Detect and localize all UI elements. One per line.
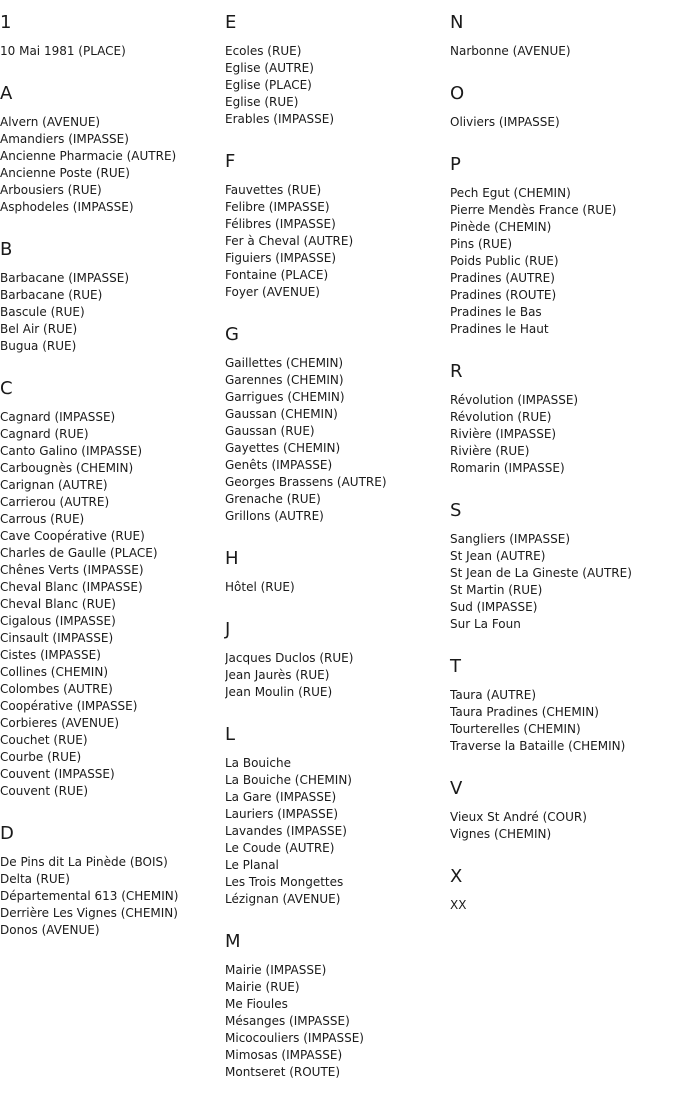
street-entry: Gaussan (RUE) xyxy=(225,424,315,438)
street-entry: Ancienne Poste (RUE) xyxy=(0,166,130,180)
street-entry: Poids Public (RUE) xyxy=(450,254,559,268)
street-entry: Asphodeles (IMPASSE) xyxy=(0,200,134,214)
street-entry: Garrigues (CHEMIN) xyxy=(225,390,345,404)
street-entry: Hôtel (RUE) xyxy=(225,580,295,594)
street-entry: Fauvettes (RUE) xyxy=(225,183,322,197)
street-entry: Genêts (IMPASSE) xyxy=(225,458,333,472)
street-entry: Les Trois Mongettes xyxy=(225,875,344,889)
index-column-1 xyxy=(0,12,224,939)
street-entry: Révolution (RUE) xyxy=(450,410,552,424)
street-entry: Gaillettes (CHEMIN) xyxy=(225,356,344,370)
street-entry: Cigalous (IMPASSE) xyxy=(0,614,116,628)
street-entry: Sur La Foun xyxy=(450,617,521,631)
street-entry: Gaussan (CHEMIN) xyxy=(225,407,338,421)
street-entry: Cheval Blanc (RUE) xyxy=(0,597,116,611)
street-entry: Barbacane (RUE) xyxy=(0,288,103,302)
street-entry: Pradines (ROUTE) xyxy=(450,288,557,302)
street-entry: Pinède (CHEMIN) xyxy=(450,220,552,234)
street-entry: Couvent (IMPASSE) xyxy=(0,767,115,781)
street-list xyxy=(450,114,675,131)
street-entry: Georges Brassens (AUTRE) xyxy=(225,475,387,489)
street-entry: Bugua (RUE) xyxy=(0,339,77,353)
street-entry: Mésanges (IMPASSE) xyxy=(225,1014,350,1028)
street-entry: Foyer (AVENUE) xyxy=(225,285,320,299)
street-entry: Le Planal xyxy=(225,858,279,872)
letter-section xyxy=(0,83,224,216)
section-letter-heading: B xyxy=(0,239,13,260)
letter-section xyxy=(450,361,675,477)
street-entry: Amandiers (IMPASSE) xyxy=(0,132,129,146)
street-entry: Tourterelles (CHEMIN) xyxy=(450,722,581,736)
street-entry: Romarin (IMPASSE) xyxy=(450,461,565,475)
section-letter-heading: L xyxy=(225,724,236,745)
index-column-3 xyxy=(450,12,675,914)
street-list xyxy=(450,392,675,477)
street-list xyxy=(225,43,449,128)
street-entry: Bel Air (RUE) xyxy=(0,322,78,336)
street-entry: Colombes (AUTRE) xyxy=(0,682,113,696)
street-list xyxy=(225,579,449,596)
street-entry: Felibre (IMPASSE) xyxy=(225,200,330,214)
street-entry: Carrierou (AUTRE) xyxy=(0,495,110,509)
index-column-2 xyxy=(225,12,449,1081)
street-entry: Figuiers (IMPASSE) xyxy=(225,251,337,265)
street-entry: Sud (IMPASSE) xyxy=(450,600,538,614)
street-entry: Fontaine (PLACE) xyxy=(225,268,329,282)
section-letter-heading: C xyxy=(0,378,13,399)
street-entry: Carrous (RUE) xyxy=(0,512,85,526)
street-entry: 10 Mai 1981 (PLACE) xyxy=(0,44,126,58)
street-entry: Collines (CHEMIN) xyxy=(0,665,108,679)
street-entry: Pradines le Haut xyxy=(450,322,549,336)
street-entry: Cagnard (IMPASSE) xyxy=(0,410,116,424)
street-list xyxy=(225,755,449,908)
street-entry: De Pins dit La Pinède (BOIS) xyxy=(0,855,168,869)
street-entry: Carbougnès (CHEMIN) xyxy=(0,461,134,475)
street-entry: Mairie (IMPASSE) xyxy=(225,963,327,977)
letter-section xyxy=(450,866,675,914)
street-entry: Pradines (AUTRE) xyxy=(450,271,555,285)
street-entry: XX xyxy=(450,898,467,912)
street-entry: Couchet (RUE) xyxy=(0,733,88,747)
letter-section xyxy=(450,83,675,131)
section-letter-heading: J xyxy=(225,619,231,640)
section-letter-heading: X xyxy=(450,866,463,887)
street-entry: Corbieres (AVENUE) xyxy=(0,716,120,730)
street-entry: Mimosas (IMPASSE) xyxy=(225,1048,343,1062)
street-entry: Pins (RUE) xyxy=(450,237,513,251)
street-entry: La Bouiche xyxy=(225,756,291,770)
letter-section xyxy=(225,324,449,525)
street-entry: Eglise (PLACE) xyxy=(225,78,312,92)
street-entry: Rivière (IMPASSE) xyxy=(450,427,557,441)
street-entry: Donos (AVENUE) xyxy=(0,923,100,937)
section-letter-heading: P xyxy=(450,154,461,175)
street-entry: Chênes Verts (IMPASSE) xyxy=(0,563,144,577)
street-entry: Départemental 613 (CHEMIN) xyxy=(0,889,179,903)
street-entry: Garennes (CHEMIN) xyxy=(225,373,344,387)
street-entry: Micocouliers (IMPASSE) xyxy=(225,1031,364,1045)
letter-section xyxy=(450,154,675,338)
street-entry: Eglise (RUE) xyxy=(225,95,299,109)
section-letter-heading: N xyxy=(450,12,464,33)
street-entry: Eglise (AUTRE) xyxy=(225,61,314,75)
street-entry: Arbousiers (RUE) xyxy=(0,183,102,197)
street-entry: Mairie (RUE) xyxy=(225,980,300,994)
street-entry: Barbacane (IMPASSE) xyxy=(0,271,129,285)
street-entry: Grenache (RUE) xyxy=(225,492,321,506)
street-list xyxy=(0,43,224,60)
street-entry: Derrière Les Vignes (CHEMIN) xyxy=(0,906,178,920)
letter-section xyxy=(450,778,675,843)
street-entry: Canto Galino (IMPASSE) xyxy=(0,444,143,458)
street-entry: Vignes (CHEMIN) xyxy=(450,827,552,841)
street-entry: Pierre Mendès France (RUE) xyxy=(450,203,617,217)
letter-section xyxy=(0,239,224,355)
letter-section xyxy=(450,500,675,633)
street-entry: Lavandes (IMPASSE) xyxy=(225,824,347,838)
letter-section xyxy=(225,931,449,1081)
street-entry: Traverse la Bataille (CHEMIN) xyxy=(450,739,626,753)
letter-section xyxy=(225,619,449,701)
section-letter-heading: T xyxy=(450,656,461,677)
street-entry: Taura (AUTRE) xyxy=(450,688,537,702)
letter-section xyxy=(225,548,449,596)
street-entry: Rivière (RUE) xyxy=(450,444,530,458)
section-letter-heading: A xyxy=(0,83,13,104)
street-entry: Me Fioules xyxy=(225,997,288,1011)
section-letter-heading: D xyxy=(0,823,14,844)
street-entry: Bascule (RUE) xyxy=(0,305,85,319)
letter-section xyxy=(225,724,449,908)
street-entry: St Jean (AUTRE) xyxy=(450,549,546,563)
street-entry: Couvent (RUE) xyxy=(0,784,89,798)
section-letter-heading: G xyxy=(225,324,239,345)
section-letter-heading: O xyxy=(450,83,465,104)
letter-section xyxy=(450,12,675,60)
street-entry: Jean Jaurès (RUE) xyxy=(225,668,330,682)
street-list xyxy=(450,531,675,633)
street-entry: Révolution (IMPASSE) xyxy=(450,393,579,407)
street-entry: Erables (IMPASSE) xyxy=(225,112,335,126)
street-entry: Gayettes (CHEMIN) xyxy=(225,441,341,455)
street-entry: Delta (RUE) xyxy=(0,872,70,886)
street-list xyxy=(0,114,224,216)
street-list xyxy=(450,897,675,914)
street-list xyxy=(450,687,675,755)
street-list xyxy=(450,809,675,843)
section-letter-heading: F xyxy=(225,151,236,172)
street-list xyxy=(225,355,449,525)
street-entry: Coopérative (IMPASSE) xyxy=(0,699,138,713)
section-letter-heading: E xyxy=(225,12,237,33)
street-entry: Vieux St André (COUR) xyxy=(450,810,587,824)
section-letter-heading: V xyxy=(450,778,463,799)
street-entry: Ancienne Pharmacie (AUTRE) xyxy=(0,149,177,163)
street-entry: Grillons (AUTRE) xyxy=(225,509,324,523)
street-list xyxy=(225,962,449,1081)
street-entry: Cinsault (IMPASSE) xyxy=(0,631,114,645)
street-list xyxy=(0,270,224,355)
street-entry: Fer à Cheval (AUTRE) xyxy=(225,234,354,248)
street-list xyxy=(0,854,224,939)
section-letter-heading: S xyxy=(450,500,462,521)
street-entry: Félibres (IMPASSE) xyxy=(225,217,336,231)
street-entry: St Martin (RUE) xyxy=(450,583,543,597)
letter-section xyxy=(0,12,224,60)
street-list xyxy=(225,182,449,301)
street-entry: Lézignan (AVENUE) xyxy=(225,892,341,906)
street-entry: Oliviers (IMPASSE) xyxy=(450,115,560,129)
street-list xyxy=(450,185,675,338)
letter-section xyxy=(0,823,224,939)
street-entry: La Gare (IMPASSE) xyxy=(225,790,337,804)
section-letter-heading: R xyxy=(450,361,463,382)
letter-section xyxy=(450,656,675,755)
street-entry: Carignan (AUTRE) xyxy=(0,478,108,492)
section-letter-heading: H xyxy=(225,548,239,569)
letter-section xyxy=(225,151,449,301)
street-list xyxy=(0,409,224,800)
street-entry: Jacques Duclos (RUE) xyxy=(225,651,354,665)
street-entry: Pech Egut (CHEMIN) xyxy=(450,186,571,200)
street-entry: Le Coude (AUTRE) xyxy=(225,841,335,855)
street-entry: Lauriers (IMPASSE) xyxy=(225,807,339,821)
street-entry: Cagnard (RUE) xyxy=(0,427,89,441)
section-letter-heading: 1 xyxy=(0,12,12,33)
street-entry: St Jean de La Gineste (AUTRE) xyxy=(450,566,632,580)
street-entry: Narbonne (AVENUE) xyxy=(450,44,571,58)
street-entry: Courbe (RUE) xyxy=(0,750,82,764)
street-entry: Cheval Blanc (IMPASSE) xyxy=(0,580,143,594)
letter-section xyxy=(225,12,449,128)
street-entry: Sangliers (IMPASSE) xyxy=(450,532,570,546)
street-list xyxy=(225,650,449,701)
street-entry: Jean Moulin (RUE) xyxy=(225,685,333,699)
street-entry: Taura Pradines (CHEMIN) xyxy=(450,705,599,719)
street-list xyxy=(450,43,675,60)
street-entry: La Bouiche (CHEMIN) xyxy=(225,773,352,787)
street-entry: Ecoles (RUE) xyxy=(225,44,302,58)
street-entry: Cave Coopérative (RUE) xyxy=(0,529,145,543)
street-entry: Pradines le Bas xyxy=(450,305,542,319)
letter-section xyxy=(0,378,224,800)
street-entry: Cistes (IMPASSE) xyxy=(0,648,101,662)
street-entry: Alvern (AVENUE) xyxy=(0,115,101,129)
section-letter-heading: M xyxy=(225,931,241,952)
street-entry: Montseret (ROUTE) xyxy=(225,1065,341,1079)
street-entry: Charles de Gaulle (PLACE) xyxy=(0,546,158,560)
